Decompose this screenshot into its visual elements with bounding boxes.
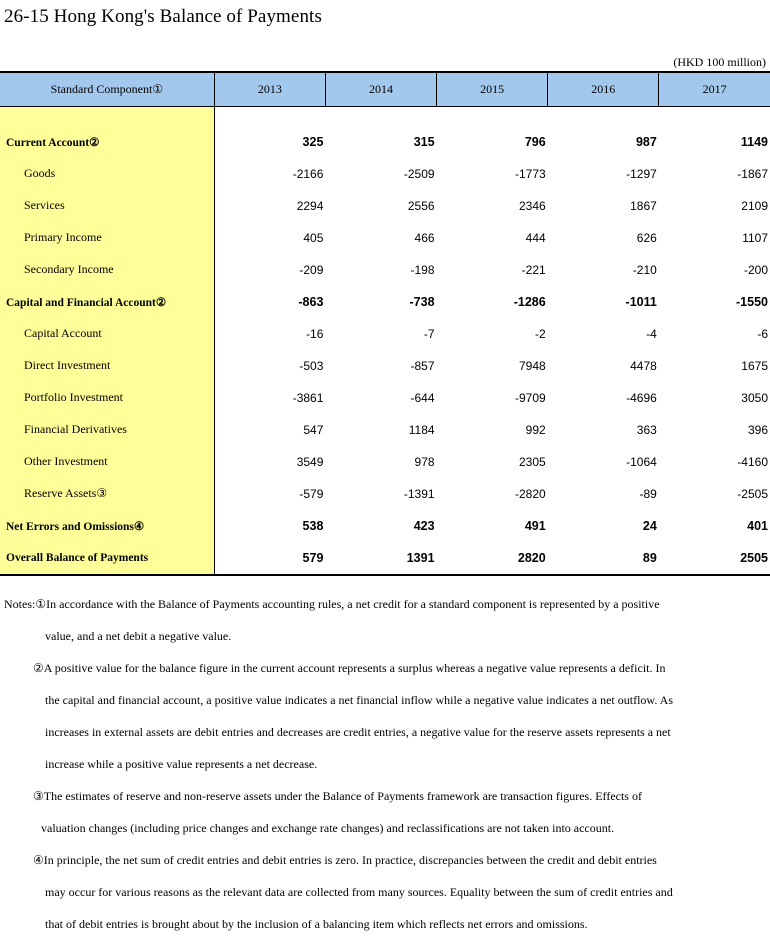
cell-value: 796 (524, 134, 546, 149)
row-label: Capital Account (0, 318, 214, 350)
row-label: Net Errors and Omissions④ (0, 510, 214, 542)
cell-value: 4478 (630, 358, 657, 373)
note-text: value, and a net debit a negative value. (45, 629, 232, 643)
cell-value: 3050 (741, 390, 768, 405)
spacer-cell (548, 106, 659, 126)
note-3 (4, 780, 766, 844)
cell-value: -503 (299, 358, 324, 373)
table-row (0, 542, 770, 575)
cell-value: -738 (409, 294, 435, 309)
cell-value: 401 (747, 518, 768, 533)
cell-value: -7 (423, 326, 435, 341)
table-row (0, 286, 770, 318)
note-text: ②A positive value for the balance figure in the current account represents a surplus whereas a negative value represents a deficit. In (33, 661, 666, 675)
spacer-row (0, 106, 770, 126)
note-text: ③The estimates of reserve and non-reserve assets under the Balance of Payments framework are transaction figures. Effects of (33, 789, 642, 803)
cell-value: 405 (303, 230, 324, 245)
table-row (0, 190, 770, 222)
cell-value: -4 (646, 326, 657, 341)
spacer-cell (0, 106, 214, 126)
cell-value: -1550 (736, 294, 768, 309)
column-header-2017: 2017 (659, 72, 770, 106)
cell-value: -2820 (514, 486, 546, 501)
cell-value: -198 (410, 262, 435, 277)
cell-value: -644 (410, 390, 435, 405)
row-label: Financial Derivatives (0, 414, 214, 446)
cell-value: 7948 (518, 358, 546, 373)
page-title: 26-15 Hong Kong's Balance of Payments (4, 6, 322, 27)
cell-value: 579 (214, 542, 325, 575)
cell-value: -1064 (626, 454, 657, 469)
table-row (0, 222, 770, 254)
cell-value: 978 (414, 454, 435, 469)
table-row (0, 318, 770, 350)
cell-value: 363 (636, 422, 657, 437)
cell-value: -2505 (737, 486, 768, 501)
table-row (0, 510, 770, 542)
cell-value: -3861 (292, 390, 324, 405)
note-text: valuation changes (including price changes and exchange rate changes) and reclassifications are not taken into account. (41, 821, 615, 835)
cell-value: 1867 (630, 198, 657, 213)
cell-value: 3549 (296, 454, 324, 469)
spacer-cell (437, 106, 548, 126)
cell-value: -4160 (737, 454, 768, 469)
note-2 (4, 652, 766, 780)
cell-value: 1391 (325, 542, 436, 575)
row-label: Direct Investment (0, 350, 214, 382)
cell-value: 2305 (518, 454, 546, 469)
table-row (0, 254, 770, 286)
cell-value: -579 (299, 486, 324, 501)
cell-value: 444 (525, 230, 546, 245)
row-label: Reserve Assets③ (0, 478, 214, 510)
row-label: Goods (0, 158, 214, 190)
table-row (0, 446, 770, 478)
cell-value: 491 (524, 518, 546, 533)
cell-value: 396 (747, 422, 768, 437)
cell-value: -1391 (403, 486, 435, 501)
column-header-component: Standard Component① (0, 72, 214, 106)
cell-value: -209 (299, 262, 324, 277)
cell-value: -1773 (514, 166, 546, 181)
cell-value: 315 (413, 134, 435, 149)
unit-label: (HKD 100 million) (673, 55, 766, 69)
spacer-cell (325, 106, 436, 126)
column-header-2013: 2013 (214, 72, 325, 106)
note-text: may occur for various reasons as the relevant data are collected from many sources. Equality between the sum of credit entries and (45, 885, 673, 899)
row-label: Current Account② (0, 126, 214, 158)
cell-value: -1286 (513, 294, 546, 309)
table-row (0, 158, 770, 190)
cell-value: 2294 (296, 198, 324, 213)
cell-value: 626 (636, 230, 657, 245)
column-header-2015: 2015 (437, 72, 548, 106)
notes-section (4, 588, 766, 940)
note-text: increase while a positive value represents a net decrease. (45, 757, 318, 771)
note-text: Notes:①In accordance with the Balance of Payments accounting rules, a net credit for a standard component is represented by a positive (4, 597, 660, 611)
cell-value: -9709 (514, 390, 546, 405)
cell-value: 466 (414, 230, 435, 245)
note-text: that of debit entries is brought about by the inclusion of a balancing item which reflects net errors and omissions. (45, 917, 588, 931)
column-header-2014: 2014 (325, 72, 436, 106)
cell-value: -1297 (626, 166, 657, 181)
row-label: Other Investment (0, 446, 214, 478)
note-text: increases in external assets are debit entries and decreases are credit entries, a negative value for the reserve assets represents a net (45, 725, 671, 739)
cell-value: -200 (743, 262, 768, 277)
note-4 (4, 844, 766, 940)
cell-value: -2166 (292, 166, 324, 181)
cell-value: -2509 (403, 166, 435, 181)
note-1 (4, 588, 766, 652)
row-label: Services (0, 190, 214, 222)
cell-value: 2820 (437, 542, 548, 575)
table-header-row (0, 72, 770, 106)
column-header-2016: 2016 (548, 72, 659, 106)
row-label: Overall Balance of Payments (0, 542, 214, 575)
cell-value: 992 (525, 422, 546, 437)
cell-value: 1675 (741, 358, 768, 373)
spacer-cell (659, 106, 770, 126)
table-row (0, 414, 770, 446)
cell-value: 987 (635, 134, 657, 149)
cell-value: 423 (413, 518, 435, 533)
cell-value: 2109 (741, 198, 768, 213)
cell-value: 538 (302, 518, 324, 533)
cell-value: 24 (642, 518, 657, 533)
cell-value: -89 (639, 486, 657, 501)
cell-value: -16 (306, 326, 324, 341)
row-label: Primary Income (0, 222, 214, 254)
cell-value: -1867 (737, 166, 768, 181)
cell-value: 2556 (407, 198, 435, 213)
balance-of-payments-table (0, 71, 770, 576)
table-row (0, 350, 770, 382)
cell-value: -857 (410, 358, 435, 373)
table-row (0, 478, 770, 510)
cell-value: -210 (632, 262, 657, 277)
spacer-cell (214, 106, 325, 126)
cell-value: -863 (298, 294, 324, 309)
cell-value: -6 (757, 326, 768, 341)
cell-value: 2505 (659, 542, 770, 575)
cell-value: 1149 (740, 134, 768, 149)
cell-value: 2346 (518, 198, 546, 213)
row-label: Portfolio Investment (0, 382, 214, 414)
row-label: Secondary Income (0, 254, 214, 286)
cell-value: -4696 (626, 390, 657, 405)
table-row (0, 126, 770, 158)
table-row (0, 382, 770, 414)
cell-value: 1107 (742, 230, 768, 245)
note-text: ④In principle, the net sum of credit entries and debit entries is zero. In practice, discrepancies between the credit and debit entries (33, 853, 657, 867)
cell-value: 89 (548, 542, 659, 575)
cell-value: -221 (521, 262, 546, 277)
cell-value: 1184 (408, 422, 435, 437)
note-text: the capital and financial account, a positive value indicates a net financial inflow while a negative value indicates a net outflow. As (45, 693, 673, 707)
cell-value: -1011 (625, 294, 657, 309)
cell-value: 547 (303, 422, 324, 437)
cell-value: -2 (535, 326, 546, 341)
cell-value: 325 (302, 134, 324, 149)
row-label: Capital and Financial Account② (0, 286, 214, 318)
